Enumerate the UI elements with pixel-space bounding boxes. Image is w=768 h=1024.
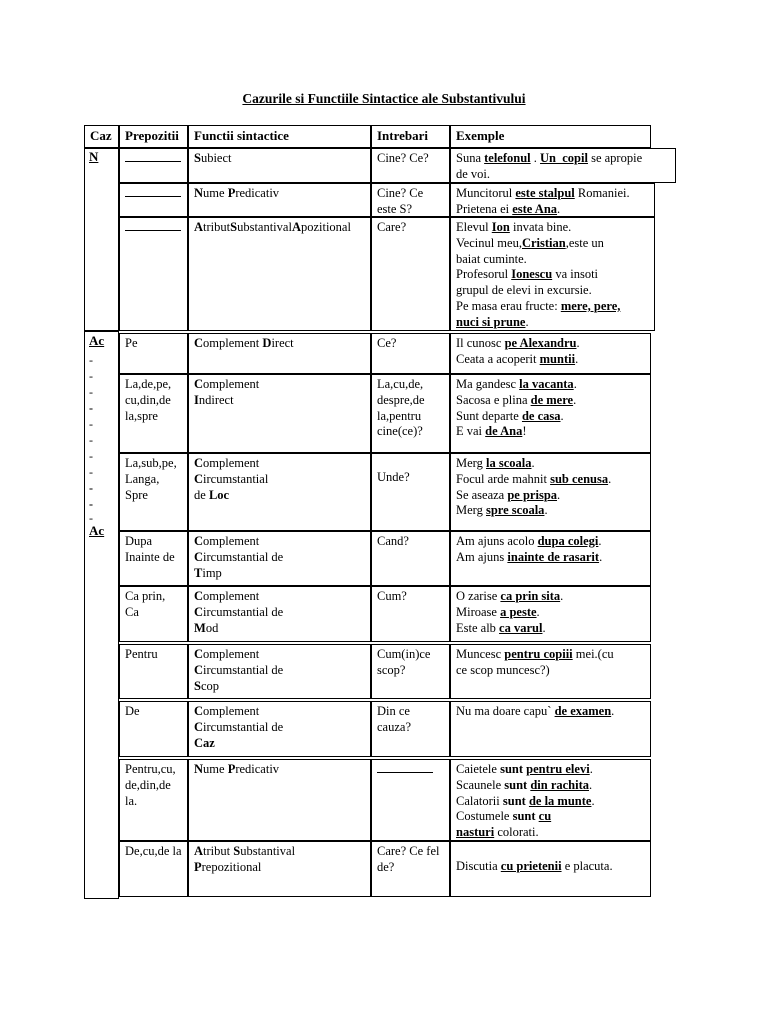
row9-func: Complement Circumstantial de Scop xyxy=(188,644,371,699)
header-prepozitii: Prepozitii xyxy=(119,125,188,148)
row1-intrebari: Cine? Ce? xyxy=(371,148,450,183)
row9-prep: Pentru xyxy=(119,644,188,699)
row3-intrebari: Care? xyxy=(371,217,450,331)
row4-intrebari: Ce? xyxy=(371,333,450,374)
row5-prep: La,de,pe, cu,din,de la,spre xyxy=(119,374,188,453)
row6-prep: La,sub,pe, Langa, Spre xyxy=(119,453,188,531)
row12-func: Atribut Substantival Prepozitional xyxy=(188,841,371,897)
row10-func: Complement Circumstantial de Caz xyxy=(188,701,371,757)
row2-exemple: Muncitorul este stalpul Romaniei. Prietena ei este Ana. xyxy=(450,183,655,217)
row8-exemple: O zarise ca prin sita. Miroase a peste. Este alb ca varul. xyxy=(450,586,651,642)
header-exemple: Exemple xyxy=(450,125,651,148)
row11-exemple: Caietele sunt pentru elevi. Scaunele sunt din rachita. Calatorii sunt de la munte. Costumele sunt cu nasturi colorati. xyxy=(450,759,651,841)
row5-intrebari: La,cu,de, despre,de la,pentru cine(ce)? xyxy=(371,374,450,453)
row11-intrebari xyxy=(371,759,450,841)
row7-prep: Dupa Inainte de xyxy=(119,531,188,586)
row8-intrebari: Cum? xyxy=(371,586,450,642)
row11-func: Nume Predicativ xyxy=(188,759,371,841)
row10-intrebari: Din ce cauza? xyxy=(371,701,450,757)
row3-func: AtributSubstantivalApozitional xyxy=(188,217,371,331)
row7-exemple: Am ajuns acolo dupa colegi. Am ajuns inainte de rasarit. xyxy=(450,531,651,586)
row5-func: Complement Indirect xyxy=(188,374,371,453)
case-label-n: N xyxy=(89,149,99,164)
row2-intrebari: Cine? Ce este S? xyxy=(371,183,450,217)
row2-func: Nume Predicativ xyxy=(188,183,371,217)
row6-func: Complement Circumstantial de Loc xyxy=(188,453,371,531)
row11-prep: Pentru,cu, de,din,de la. xyxy=(119,759,188,841)
header-intrebari: Intrebari xyxy=(371,125,450,148)
row8-func: Complement Circumstantial de Mod xyxy=(188,586,371,642)
row4-exemple: Il cunosc pe Alexandru. Ceata a acoperit muntii. xyxy=(450,333,651,374)
case-label-ac: Ac xyxy=(89,333,105,348)
header-caz: Caz xyxy=(84,125,119,148)
row10-exemple: Nu ma doare capu` de examen. xyxy=(450,701,651,757)
row3-prep xyxy=(119,217,188,331)
row12-prep: De,cu,de la xyxy=(119,841,188,897)
row3-exemple: Elevul Ion invata bine. Vecinul meu,Cristian,este un baiat cuminte. Profesorul Ionescu va insoti grupul de elevi in excursie. Pe masa erau fructe: mere, pere, nuci si prune. xyxy=(450,217,655,331)
row6-intrebari: Unde? xyxy=(371,453,450,531)
row1-prep xyxy=(119,148,188,183)
row12-intrebari: Care? Ce fel de? xyxy=(371,841,450,897)
row9-intrebari: Cum(in)ce scop? xyxy=(371,644,450,699)
case-column-n xyxy=(84,148,119,331)
row4-func: Complement Direct xyxy=(188,333,371,374)
row12-exemple: Discutia cu prietenii e placuta. xyxy=(450,841,651,897)
row1-func: Subiect xyxy=(188,148,371,183)
row10-prep: De xyxy=(119,701,188,757)
row2-prep xyxy=(119,183,188,217)
page-title: Cazurile si Functiile Sintactice ale Substantivului xyxy=(242,91,526,106)
row5-exemple: Ma gandesc la vacanta. Sacosa e plina de mere. Sunt departe de casa. E vai de Ana! xyxy=(450,374,651,453)
row7-func: Complement Circumstantial de Timp xyxy=(188,531,371,586)
row6-exemple: Merg la scoala. Focul arde mahnit sub cenusa. Se aseaza pe prispa. Merg spre scoala. xyxy=(450,453,651,531)
case-label-ac-2: Ac xyxy=(89,523,105,538)
header-functii: Functii sintactice xyxy=(188,125,371,148)
row4-prep: Pe xyxy=(119,333,188,374)
row7-intrebari: Cand? xyxy=(371,531,450,586)
row1-exemple: Suna telefonul . Un_copil se apropie de voi. xyxy=(450,148,676,183)
row9-exemple: Muncesc pentru copiii mei.(cu ce scop muncesc?) xyxy=(450,644,651,699)
row8-prep: Ca prin, Ca xyxy=(119,586,188,642)
